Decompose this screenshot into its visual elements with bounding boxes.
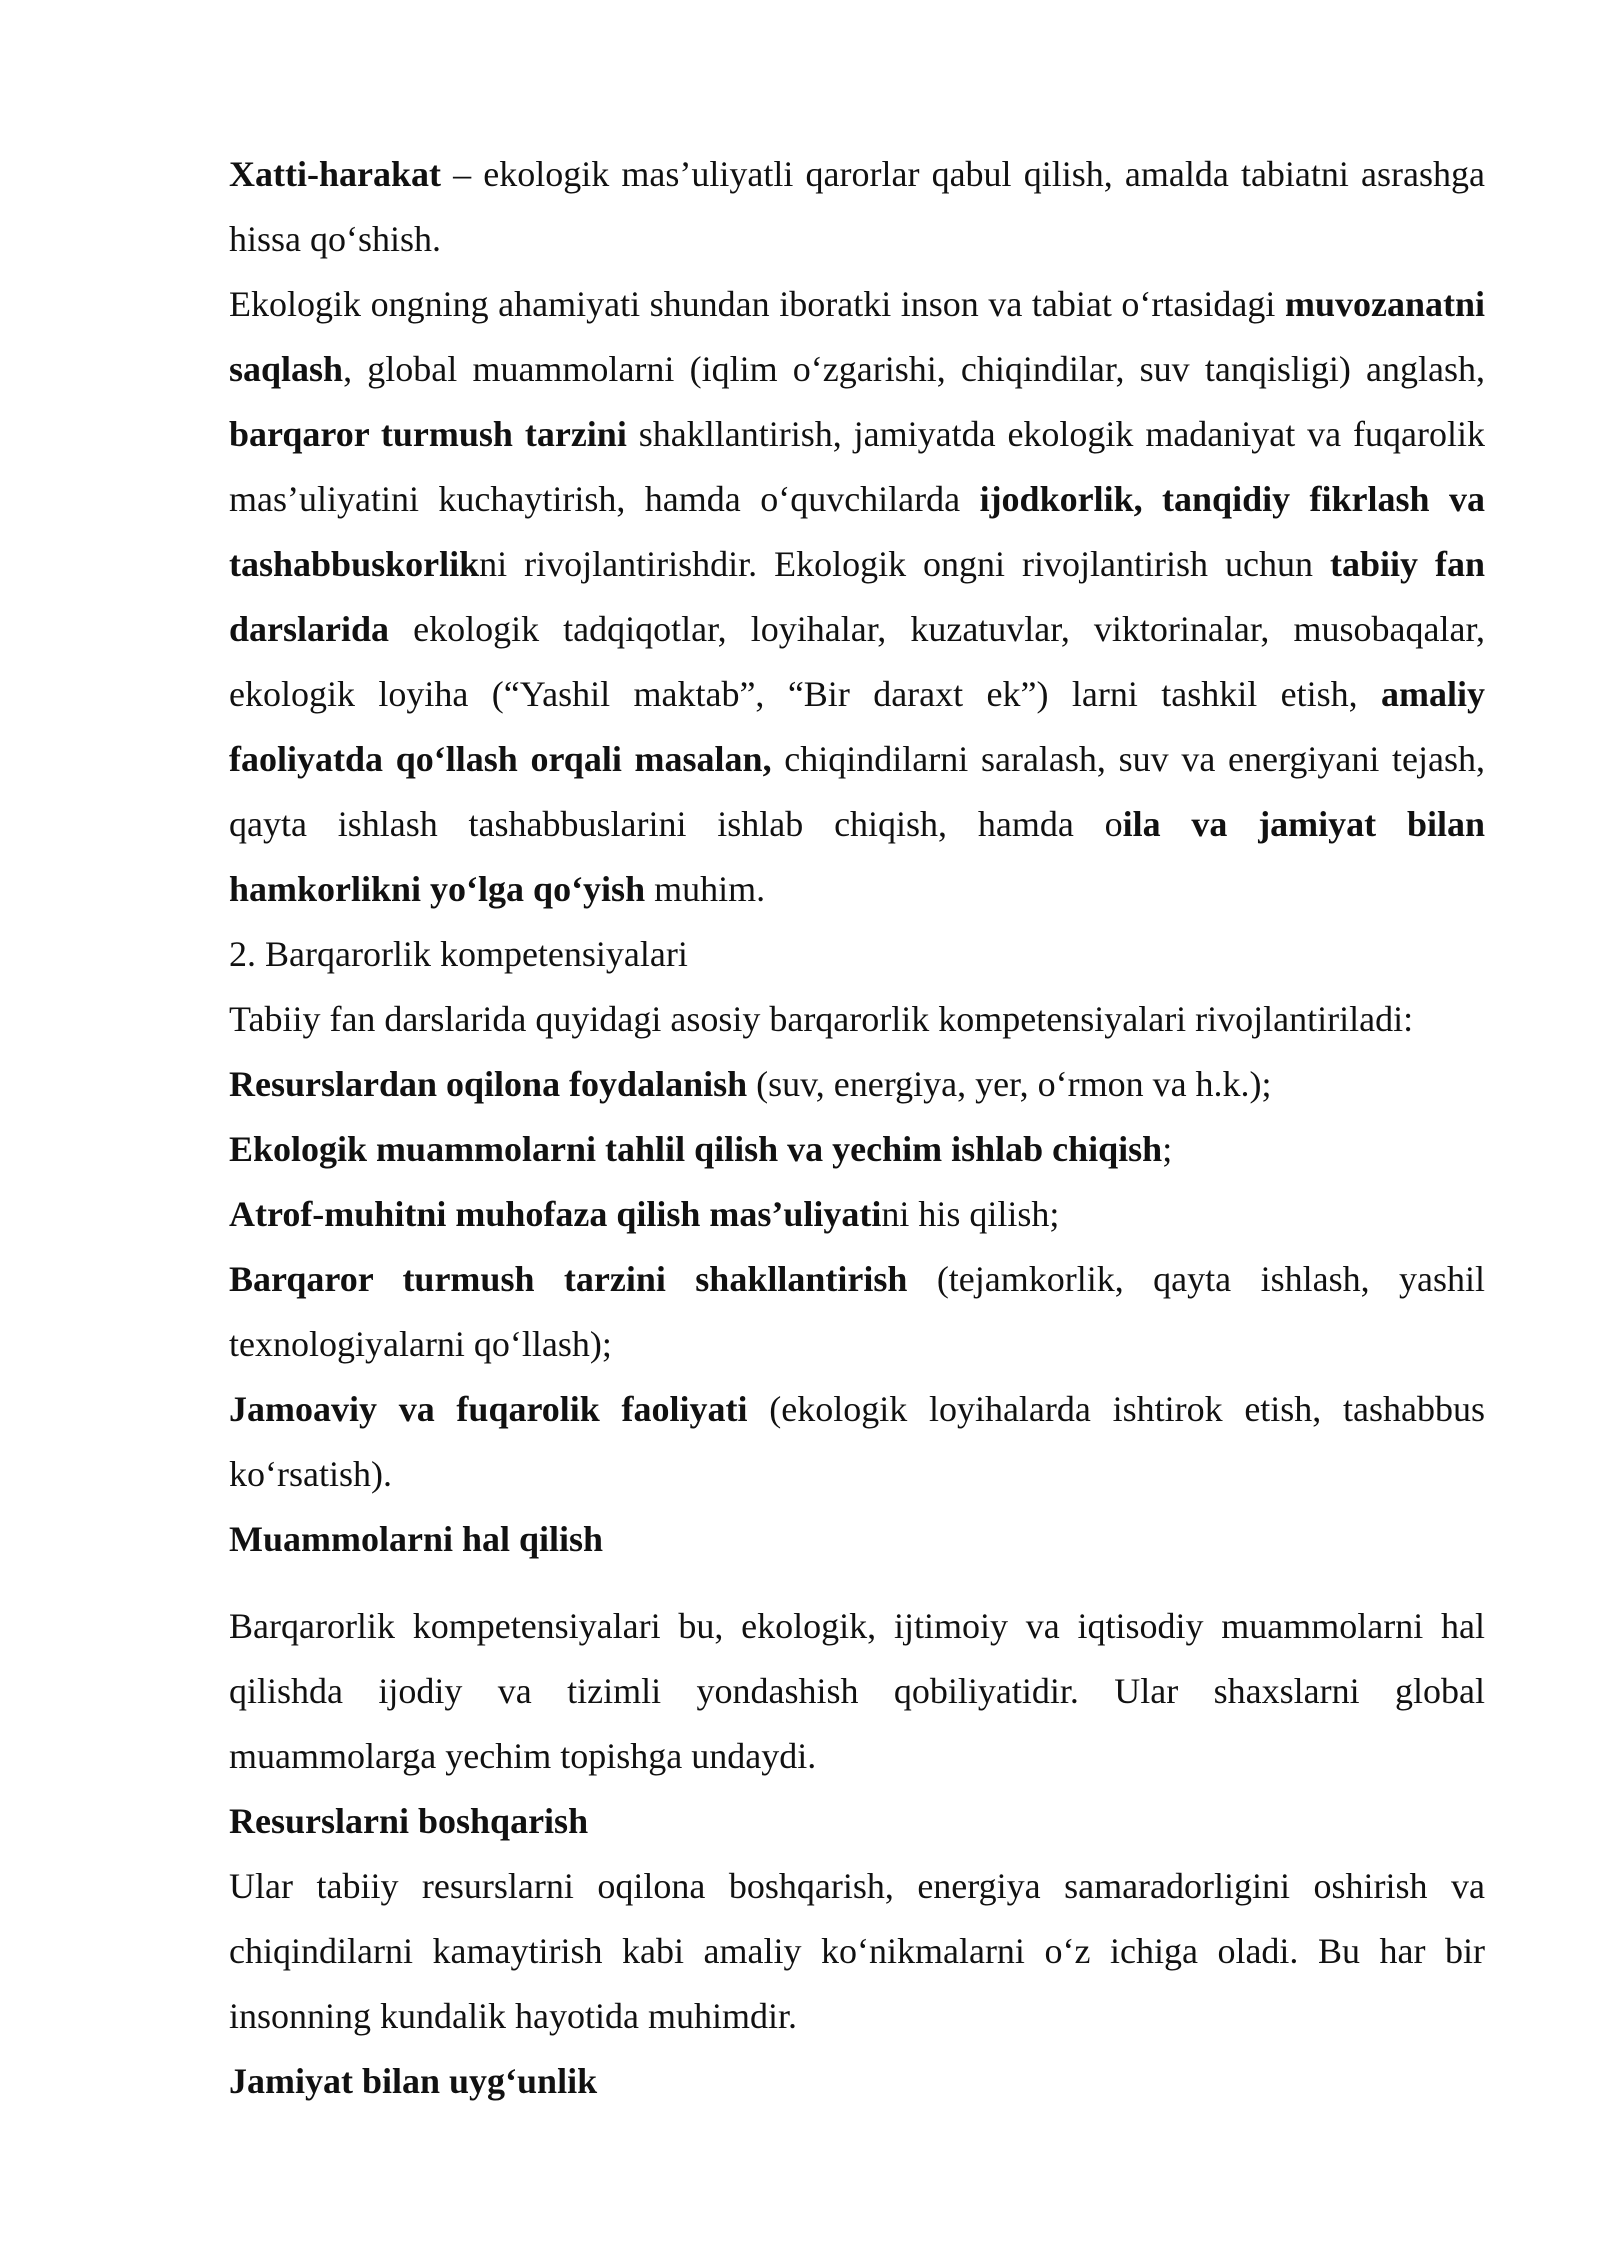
- paragraph-muammolar: [229, 1594, 1485, 1789]
- heading-text: Resurslarni boshqarish: [229, 1801, 589, 1841]
- bold-run: ijodkorlik, tanqidiy fikrlash va tashabbuskorlik: [229, 479, 1485, 584]
- bold-run: Resurslardan oqilona foydalanish: [229, 1064, 748, 1104]
- text-run: Ular tabiiy resurslarni oqilona boshqarish, energiya samaradorligini oshirish va chiqindilarni kamaytirish kabi amaliy ko‘nikmalarni o‘z ichiga oladi. Bu har bir insonning kundalik hayotida muhimdir.: [229, 1866, 1485, 2036]
- text-run: chiqindilarni saralash, suv va energiyani tejash, qayta ishlash tashabbuslarini ishlab chiqish, hamda o: [229, 739, 1486, 844]
- heading-text: Muammolarni hal qilish: [229, 1519, 604, 1559]
- bold-run: muvozanatni saqlash: [229, 284, 1485, 389]
- text-run: muhim.: [645, 869, 766, 909]
- bold-run: ila va jamiyat bilan hamkorlikni yo‘lga qo‘yish: [229, 804, 1485, 909]
- paragraph-intro-list: [229, 987, 1485, 1052]
- list-item-atrof-muhit: [229, 1182, 1485, 1247]
- text-run: (suv, energiya, yer, o‘rmon va h.k.);: [747, 1064, 1272, 1104]
- paragraph-xatti-harakat: [229, 142, 1485, 272]
- text-run: (ekologik loyihalarda ishtirok etish, tashabbus ko‘rsatish).: [229, 1389, 1486, 1494]
- list-item-muammolar: [229, 1117, 1485, 1182]
- bold-run: barqaror turmush tarzini: [229, 414, 627, 454]
- text-run: , global muammolarni (iqlim o‘zgarishi, chiqindilar, suv tanqisligi) anglash,: [343, 349, 1485, 389]
- paragraph-resurslar: [229, 1854, 1485, 2049]
- text-run: shakllantirish, jamiyatda ekologik madaniyat va fuqarolik mas’uliyatini kuchaytirish, hamda o‘quvchilarda: [229, 414, 1485, 519]
- heading-jamiyat-bilan-uygunlik: [229, 2049, 1485, 2114]
- text-run: ekologik tadqiqotlar, loyihalar, kuzatuvlar, viktorinalar, musobaqalar, ekologik loyiha (“Yashil maktab”, “Bir daraxt ek”) larni tashkil etish,: [229, 609, 1485, 714]
- text-run: Ekologik ongning ahamiyati shundan iboratki inson va tabiat o‘rtasidagi: [229, 284, 1285, 324]
- bold-run: Barqaror turmush tarzini shakllantirish: [229, 1259, 908, 1299]
- heading-muammolarni-hal-qilish: [229, 1507, 1485, 1572]
- bold-run: amaliy faoliyatda qo‘llash orqali masalan,: [229, 674, 1485, 779]
- list-item-jamoaviy: [229, 1377, 1485, 1507]
- bold-run: tabiiy fan darslarida: [229, 544, 1485, 649]
- text-run: Tabiiy fan darslarida quyidagi asosiy barqarorlik kompetensiyalari rivojlantiriladi:: [229, 999, 1414, 1039]
- list-item-resurslar: [229, 1052, 1485, 1117]
- heading-resurslarni-boshqarish: [229, 1789, 1485, 1854]
- text-run: ni his qilish;: [881, 1194, 1060, 1234]
- text-run: – ekologik mas’uliyatli qarorlar qabul qilish, amalda tabiatni asrashga hissa qo‘shish.: [229, 154, 1485, 259]
- bold-run: Jamoaviy va fuqarolik faoliyati: [229, 1389, 748, 1429]
- bold-run: Ekologik muammolarni tahlil qilish va yechim ishlab chiqish: [229, 1129, 1163, 1169]
- bold-run: Atrof-muhitni muhofaza qilish mas’uliyati: [229, 1194, 882, 1234]
- text-run: (tejamkorlik, qayta ishlash, yashil texnologiyalarni qo‘llash);: [229, 1259, 1485, 1364]
- document-page: [229, 142, 1485, 2114]
- text-run: Barqarorlik kompetensiyalari bu, ekologik, ijtimoiy va iqtisodiy muammolarni hal qilishda ijodiy va tizimli yondashish qobiliyatidir. Ular shaxslarni global muammolarga yechim topishga undaydi.: [229, 1606, 1485, 1776]
- heading-text: Jamiyat bilan uyg‘unlik: [229, 2061, 598, 2101]
- paragraph-ekologik-ong: [229, 272, 1485, 922]
- text-run: 2. Barqarorlik kompetensiyalari: [229, 934, 688, 974]
- text-run: ni rivojlantirishdir. Ekologik ongni rivojlantirish uchun: [479, 544, 1330, 584]
- section-title-barqarorlik: [229, 922, 1485, 987]
- term-xatti-harakat: Xatti-harakat: [229, 154, 441, 194]
- text-run: ;: [1162, 1129, 1173, 1169]
- list-item-turmush-tarzi: [229, 1247, 1485, 1377]
